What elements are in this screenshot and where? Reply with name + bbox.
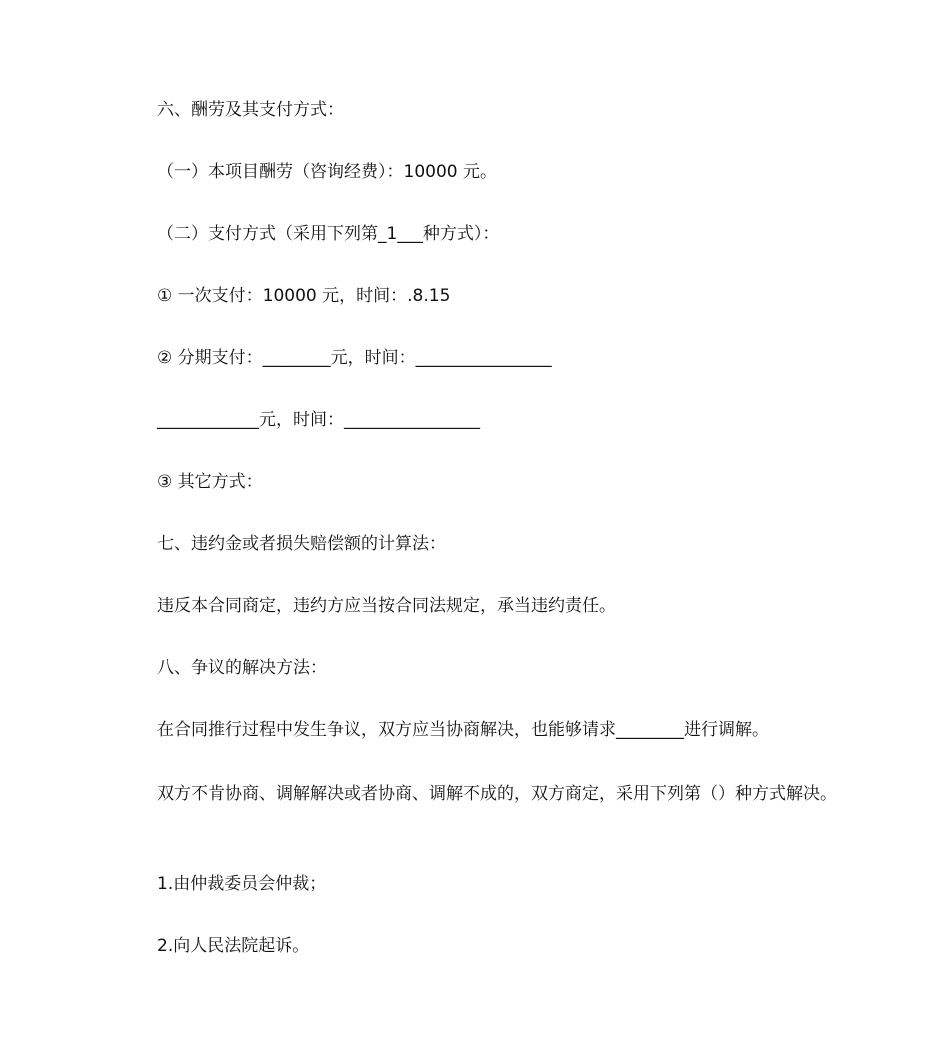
option-other-method: ③ 其它方式：	[157, 472, 263, 492]
section-6-heading: 六、酬劳及其支付方式：	[157, 100, 344, 120]
dispute-resolution-paragraph: 双方不肯协商、调解解决或者协商、调解不成的，双方商定，采用下列第（）种方式解决。	[157, 784, 837, 804]
breach-liability-text: 违反本合同商定，违约方应当按合同法规定，承当违约责任。	[157, 596, 616, 616]
item-remuneration-amount: （一）本项目酬劳（咨询经费）：10000 元。	[157, 162, 497, 182]
installment-continuation-line: ____________元，时间：________________	[157, 410, 480, 430]
item-payment-method: （二）支付方式（采用下列第_1___种方式）：	[157, 224, 500, 244]
resolution-option-court: 2.向人民法院起诉。	[157, 936, 310, 956]
dispute-negotiation-text: 在合同推行过程中发生争议，双方应当协商解决，也能够请求________进行调解。	[157, 720, 769, 740]
section-7-heading: 七、违约金或者损失赔偿额的计算法：	[157, 534, 446, 554]
resolution-option-arbitration: 1.由仲裁委员会仲裁；	[157, 874, 327, 894]
section-8-heading: 八、争议的解决方法：	[157, 658, 327, 678]
option-lump-sum-payment: ① 一次支付：10000 元，时间：.8.15	[157, 286, 451, 306]
option-installment-payment: ② 分期支付：________元，时间：________________	[157, 348, 552, 368]
